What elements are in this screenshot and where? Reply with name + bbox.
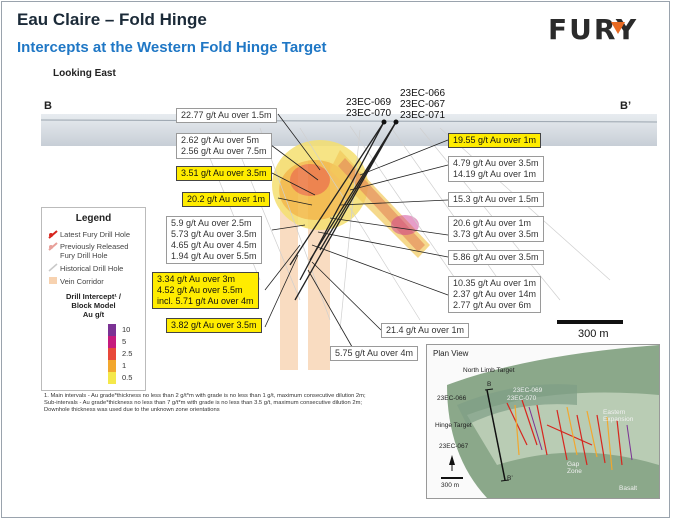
footnotes [44, 393, 424, 414]
scale-bar-label: 300 m [578, 328, 609, 340]
legend [41, 207, 146, 391]
plan-label-eastern: Eastern Expansion [603, 409, 634, 423]
intercept-callout: 4.79 g/t Au over 3.5m 14.19 g/t Au over 1m [448, 156, 544, 182]
legend-block-model: Block Model [71, 301, 116, 310]
footnote-line: Downhole thickness was used due to the unknown zone orientations [44, 407, 220, 413]
legend-item-vein: Vein Corridor [60, 277, 104, 286]
view-direction-label: Looking East [53, 68, 116, 79]
footnote-line: Sub-intervals - Au grade*thickness no less than 7 g/t*m with grade is no less than 3.5 g/t, maximum consecutive dilution 2m; [44, 400, 363, 406]
intercept-callout-highlight: 19.55 g/t Au over 1m [448, 133, 541, 148]
legend-item-latest: Latest Fury Drill Hole [60, 230, 131, 239]
intercept-callout: 5.86 g/t Au over 3.5m [448, 250, 544, 265]
legend-item-previous: Previously Released Fury Drill Hole [60, 242, 129, 260]
plan-label-gap: Gap Zone [567, 461, 582, 475]
intercept-callout: 21.4 g/t Au over 1m [381, 323, 469, 338]
scale-tick: 1 [122, 361, 127, 370]
plan-label-hinge: Hinge Target [435, 422, 472, 429]
scale-tick: 5 [122, 337, 127, 346]
scale-tick: 0.5 [122, 373, 133, 382]
intercept-callout: 5.9 g/t Au over 2.5m 5.73 g/t Au over 3.5m 4.65 g/t Au over 4.5m 1.94 g/t Au over 5.5m [166, 216, 262, 264]
intercept-callout-highlight: 3.34 g/t Au over 3m 4.52 g/t Au over 5.5m incl. 5.71 g/t Au over 4m [152, 272, 259, 309]
plan-label-23ec-070: 23EC-070 [507, 395, 537, 402]
plan-label-north-limb: North Limb Target [463, 367, 515, 374]
legend-symbols [47, 230, 59, 290]
section-end-label: B’ [620, 100, 631, 112]
section-start-label: B [44, 100, 52, 112]
legend-unit: Au g/t [82, 310, 105, 319]
plan-label-23ec-069: 23EC-069 [513, 387, 543, 394]
legend-item-historical: Historical Drill Hole [60, 264, 124, 273]
plan-label-basalt: Basalt [619, 485, 638, 492]
intercept-callout: 22.77 g/t Au over 1.5m [176, 108, 277, 123]
grade-color-scale [108, 324, 118, 384]
plan-scale-bar [441, 477, 463, 479]
previous-hole-icon [49, 243, 57, 250]
plan-label-23ec-067: 23EC-067 [439, 443, 469, 450]
intercept-callout-highlight: 20.2 g/t Au over 1m [182, 192, 270, 207]
intercept-callout: 10.35 g/t Au over 1m 2.37 g/t Au over 14m 2.77 g/t Au over 6m [448, 276, 541, 313]
fury-logo: FURY [548, 13, 639, 46]
plan-view-inset [426, 344, 660, 499]
hole-label-23ec-069: 23EC-069 [346, 97, 392, 108]
hole-label-23ec-070: 23EC-070 [346, 108, 392, 119]
intercept-callout-highlight: 3.51 g/t Au over 3.5m [176, 166, 272, 181]
plan-label-23ec-066: 23EC-066 [437, 395, 467, 402]
intercept-callout: 15.3 g/t Au over 1.5m [448, 192, 544, 207]
plan-label-bprime: B’ [507, 475, 513, 482]
footnote-line: 1. Main intervals - Au grade*thickness no less than 2 g/t*m with grade is no less than 1 g/t, maximum consecutive dilution 2m; [44, 393, 366, 399]
plan-view-title: Plan View [433, 349, 469, 358]
scale-tick: 2.5 [122, 349, 133, 358]
vein-corridor-icon [49, 277, 57, 284]
intercept-callout: 20.6 g/t Au over 1m 3.73 g/t Au over 3.5m [448, 216, 544, 242]
plan-label-b: B [487, 381, 492, 388]
page-title: Eau Claire – Fold Hinge [17, 10, 207, 29]
scale-bar [557, 320, 623, 324]
intercept-callout-highlight: 3.82 g/t Au over 3.5m [166, 318, 262, 333]
historical-hole-icon [49, 264, 57, 271]
legend-title: Legend [75, 213, 112, 224]
latest-hole-icon [49, 231, 57, 238]
page-subtitle: Intercepts at the Western Fold Hinge Target [17, 39, 327, 56]
intercept-callout: 2.62 g/t Au over 5m 2.56 g/t Au over 7.5m [176, 133, 272, 159]
hole-label-23ec-071: 23EC-071 [400, 110, 446, 121]
legend-intercept-title: Drill Intercept¹ / [65, 292, 121, 301]
hole-label-23ec-067: 23EC-067 [400, 99, 446, 110]
intercept-callout: 5.75 g/t Au over 4m [330, 346, 418, 361]
plan-scale-label: 300 m [441, 482, 460, 489]
hole-label-23ec-066: 23EC-066 [400, 88, 446, 99]
scale-tick: 10 [122, 325, 131, 334]
